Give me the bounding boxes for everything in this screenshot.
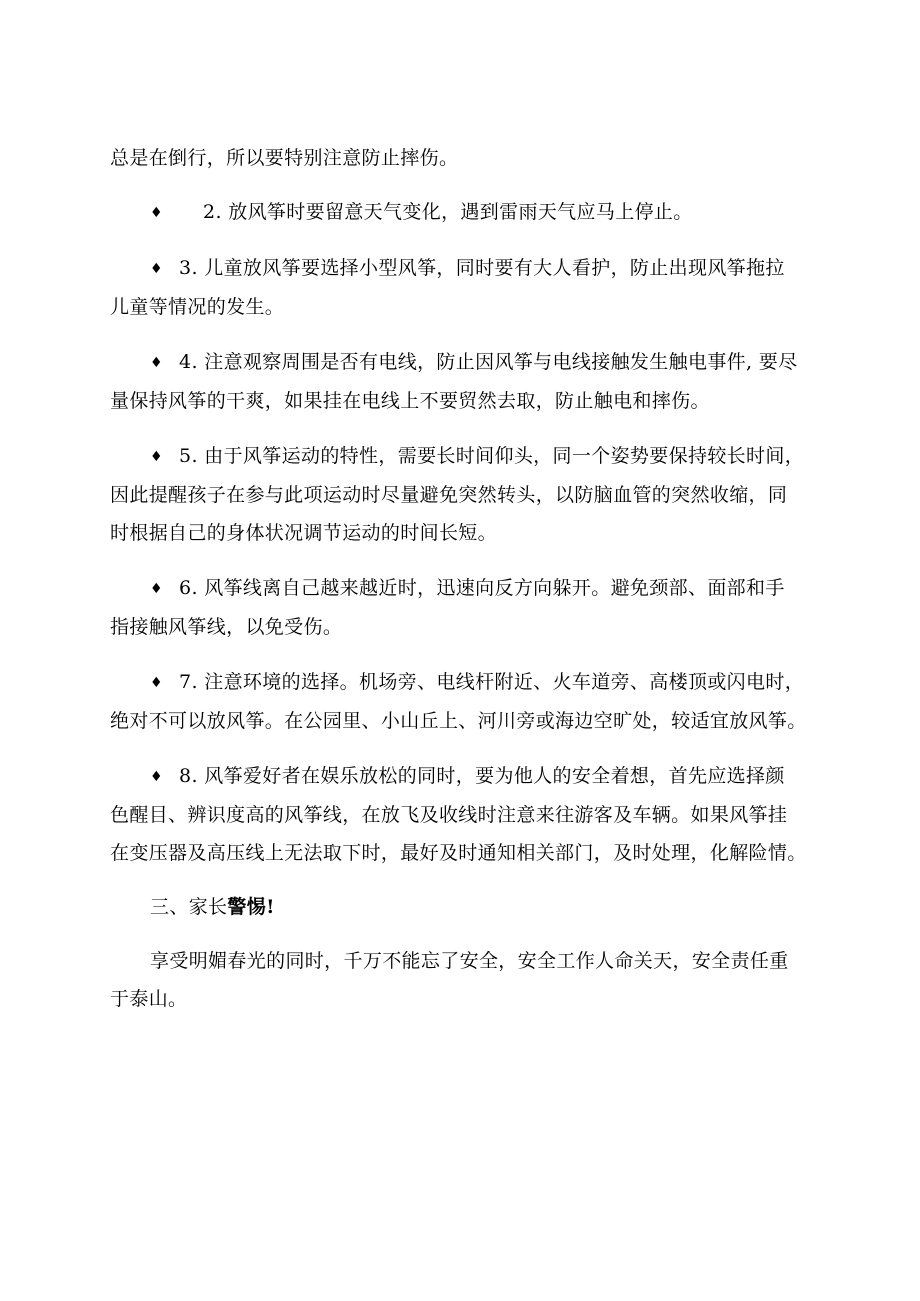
section-heading — [150, 888, 810, 926]
document-body — [110, 139, 810, 1018]
list-item-3 — [110, 249, 810, 326]
diamond-bullet-icon: ♦ — [150, 581, 163, 597]
list-item-text: 6. 风筝线离自己越来越近时，迅速向反方向躲开。避免颈部、面部和手 — [179, 577, 785, 599]
list-item-line: 色醒目、辨识度高的风筝线，在放飞及收线时注意来往游客及车辆。如果风筝挂 — [110, 804, 788, 826]
list-item-6 — [110, 569, 810, 646]
diamond-bullet-icon: ♦ — [150, 769, 163, 785]
list-item-text: 8. 风筝爱好者在娱乐放松的同时，要为他人的安全着想，首先应选择颜 — [179, 765, 785, 787]
list-item-2 — [110, 193, 810, 232]
list-item-line — [110, 569, 810, 608]
diamond-bullet-icon: ♦ — [150, 355, 163, 371]
list-item-line: 量保持风筝的干爽，如果挂在电线上不要贸然去取，防止触电和摔伤。 — [110, 390, 710, 412]
list-item-line — [110, 193, 810, 232]
diamond-bullet-icon: ♦ — [150, 675, 163, 691]
list-item-5 — [110, 437, 810, 552]
list-item-text: 4. 注意观察周围是否有电线，防止因风筝与电线接触发生触电事件, 要尽 — [179, 351, 798, 373]
list-item-line: 儿童等情况的发生。 — [110, 296, 285, 318]
list-item-line: 在变压器及高压线上无法取下时，最好及时通知相关部门，及时处理，化解险情。 — [110, 842, 807, 864]
diamond-bullet-icon: ♦ — [150, 261, 163, 277]
list-item-8 — [110, 757, 810, 872]
closing-line: 享受明媚春光的同时，千万不能忘了安全，安全工作人命关天，安全责任重 — [150, 950, 789, 972]
list-item-text: 7. 注意环境的选择。机场旁、电线杆附近、火车道旁、高楼顶或闪电时， — [179, 671, 805, 693]
section-heading-suffix: ! — [266, 896, 275, 918]
list-item-line — [110, 249, 810, 288]
list-item-line: 指接触风筝线，以免受伤。 — [110, 616, 343, 638]
list-item-line: 因此提醒孩子在参与此项运动时尽量避免突然转头，以防脑血管的突然收缩，同 — [110, 484, 788, 506]
diamond-bullet-icon: ♦ — [150, 449, 163, 465]
diamond-bullet-icon: ♦ — [150, 205, 163, 221]
list-item-text: 5. 由于风筝运动的特性，需要长时间仰头，同一个姿势要保持较长时间， — [179, 445, 805, 467]
list-item-text: 3. 儿童放风筝要选择小型风筝，同时要有大人看护，防止出现风筝拖拉 — [179, 257, 785, 279]
continuation-line: 总是在倒行，所以要特别注意防止摔伤。 — [110, 147, 459, 169]
list-item-line: 绝对不可以放风筝。在公园里、小山丘上、河川旁或海边空旷处，较适宜放风筝。 — [110, 710, 807, 732]
list-item-line — [110, 437, 810, 476]
closing-line: 于泰山。 — [110, 988, 188, 1010]
closing-paragraph — [110, 942, 810, 1018]
list-item-7 — [110, 663, 810, 740]
list-item-line: 时根据自己的身体状况调节运动的时间长短。 — [110, 522, 498, 544]
list-item-text: 2. 放风筝时要留意天气变化，遇到雷雨天气应马上停止。 — [203, 201, 693, 223]
list-item-line — [110, 343, 810, 382]
section-heading-prefix: 三、家长 — [150, 896, 228, 918]
list-item-line — [110, 757, 810, 796]
list-item-line — [110, 663, 810, 702]
section-heading-emphasis: 警惕 — [227, 896, 267, 918]
list-item-4 — [110, 343, 810, 420]
continuation-paragraph — [110, 139, 810, 177]
